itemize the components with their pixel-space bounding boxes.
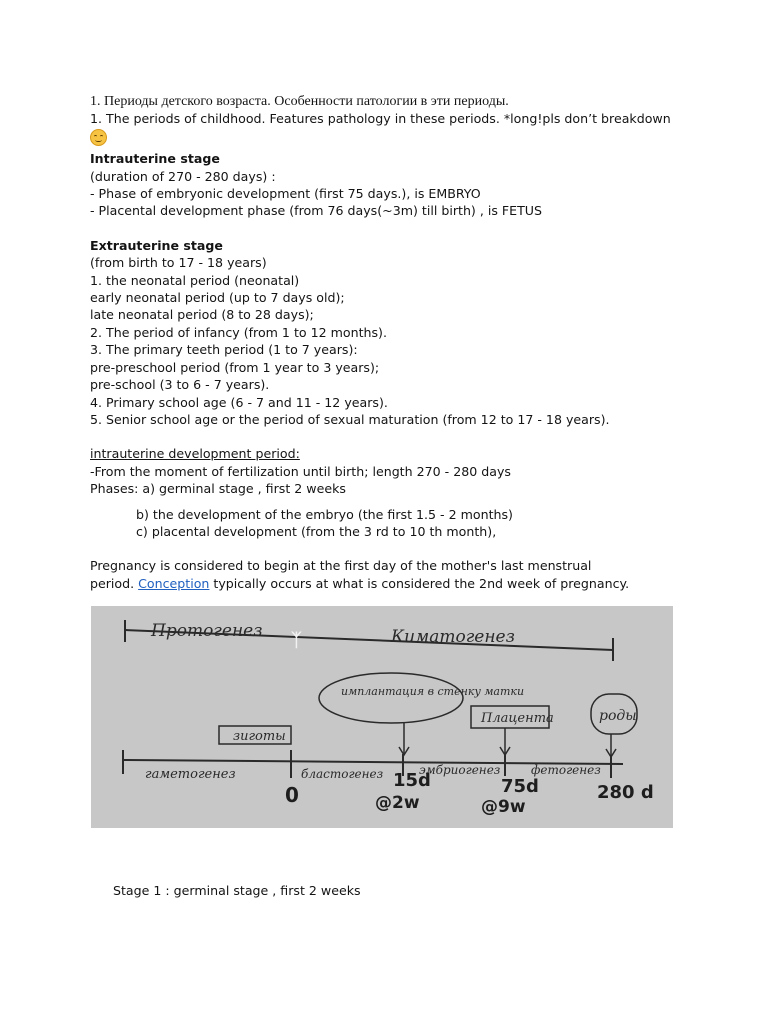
fetus-phase: - Placental development phase (from 76 days(~3m) till birth) , is FETUS: [90, 203, 543, 219]
period-item: 1. the neonatal period (neonatal): [90, 272, 300, 288]
intrauterine-duration: (duration of 270 - 280 days) :: [90, 168, 276, 184]
title-english: 1. The periods of childhood. Features pathology in these periods. *long!pls don’t breakdown: [90, 111, 671, 127]
stage-1-caption: Stage 1 : germinal stage , first 2 weeks: [113, 883, 361, 898]
intrauterine-definition: -From the moment of fertilization until birth; length 270 - 280 days: [90, 463, 511, 479]
week-2-label: @2w: [375, 793, 420, 813]
smiling-face-icon: [90, 129, 107, 146]
period-item: pre-preschool period (from 1 year to 3 years);: [90, 359, 380, 375]
intrauterine-heading: Intrauterine stage: [90, 151, 220, 167]
period-item: late neonatal period (8 to 28 days);: [90, 307, 314, 323]
day-280-label: 280 d: [597, 782, 654, 803]
intrauterine-period-heading: intrauterine development period:: [90, 446, 300, 462]
pregnancy-line-2: [90, 575, 690, 592]
extrauterine-range: (from birth to 17 - 18 years): [90, 255, 267, 271]
zygote-label: зиготы: [233, 729, 286, 744]
pregnancy-text: typically occurs at what is considered the 2nd week of pregnancy.: [209, 575, 630, 591]
embryo-phase: - Phase of embryonic development (first 75 days.), is EMBRYO: [90, 186, 481, 202]
phase-a: Phases: a) germinal stage , first 2 weeks: [90, 481, 346, 497]
phase-c: c) placental development (from the 3 rd to 10 th month),: [136, 523, 497, 539]
period-item: 2. The period of infancy (from 1 to 12 months).: [90, 324, 387, 340]
kimatogenez-label: Киматогенез: [391, 627, 515, 647]
placenta-label: Плацента: [481, 711, 554, 726]
week-9-label: @9w: [481, 797, 526, 817]
birth-label: роды: [599, 708, 637, 724]
fetogenez-label: фетогенез: [531, 763, 601, 777]
extrauterine-heading: Extrauterine stage: [90, 237, 223, 253]
timeline-diagram: [91, 606, 673, 828]
lightning-mark-icon: ᛉ: [291, 630, 302, 651]
implantation-label: имплантация в стенку матки: [341, 685, 525, 698]
title-russian: 1. Периоды детского возраста. Особенности патологии в эти периоды.: [90, 94, 509, 109]
pregnancy-line-1: Pregnancy is considered to begin at the first day of the mother's last menstrual: [90, 558, 592, 574]
emoji-line: [90, 128, 690, 150]
blastogenez-label: бластогенез: [301, 767, 384, 781]
period-item: pre-school (3 to 6 - 7 years).: [90, 377, 270, 393]
conception-link[interactable]: Conception: [138, 575, 210, 591]
day-15-label: 15d: [393, 770, 431, 791]
day-zero-label: 0: [285, 783, 299, 807]
period-item: 5. Senior school age or the period of sexual maturation (from 12 to 17 - 18 years).: [90, 411, 610, 427]
day-75-label: 75d: [501, 776, 539, 797]
gametogenez-label: гаметогенез: [145, 767, 236, 782]
embriogenez-label: эмбриогенез: [419, 763, 501, 777]
protogenez-label: Протогенез: [151, 621, 263, 641]
implantation-ellipse: [319, 673, 463, 723]
period-item: 3. The primary teeth period (1 to 7 years):: [90, 342, 358, 358]
period-item: 4. Primary school age (6 - 7 and 11 - 12 years).: [90, 394, 388, 410]
period-item: early neonatal period (up to 7 days old);: [90, 290, 345, 306]
document-body: [90, 93, 690, 592]
timeline-diagram-photo: [91, 606, 673, 828]
pregnancy-text: period.: [90, 575, 139, 591]
phase-b: b) the development of the embryo (the first 1.5 - 2 months): [136, 506, 513, 522]
